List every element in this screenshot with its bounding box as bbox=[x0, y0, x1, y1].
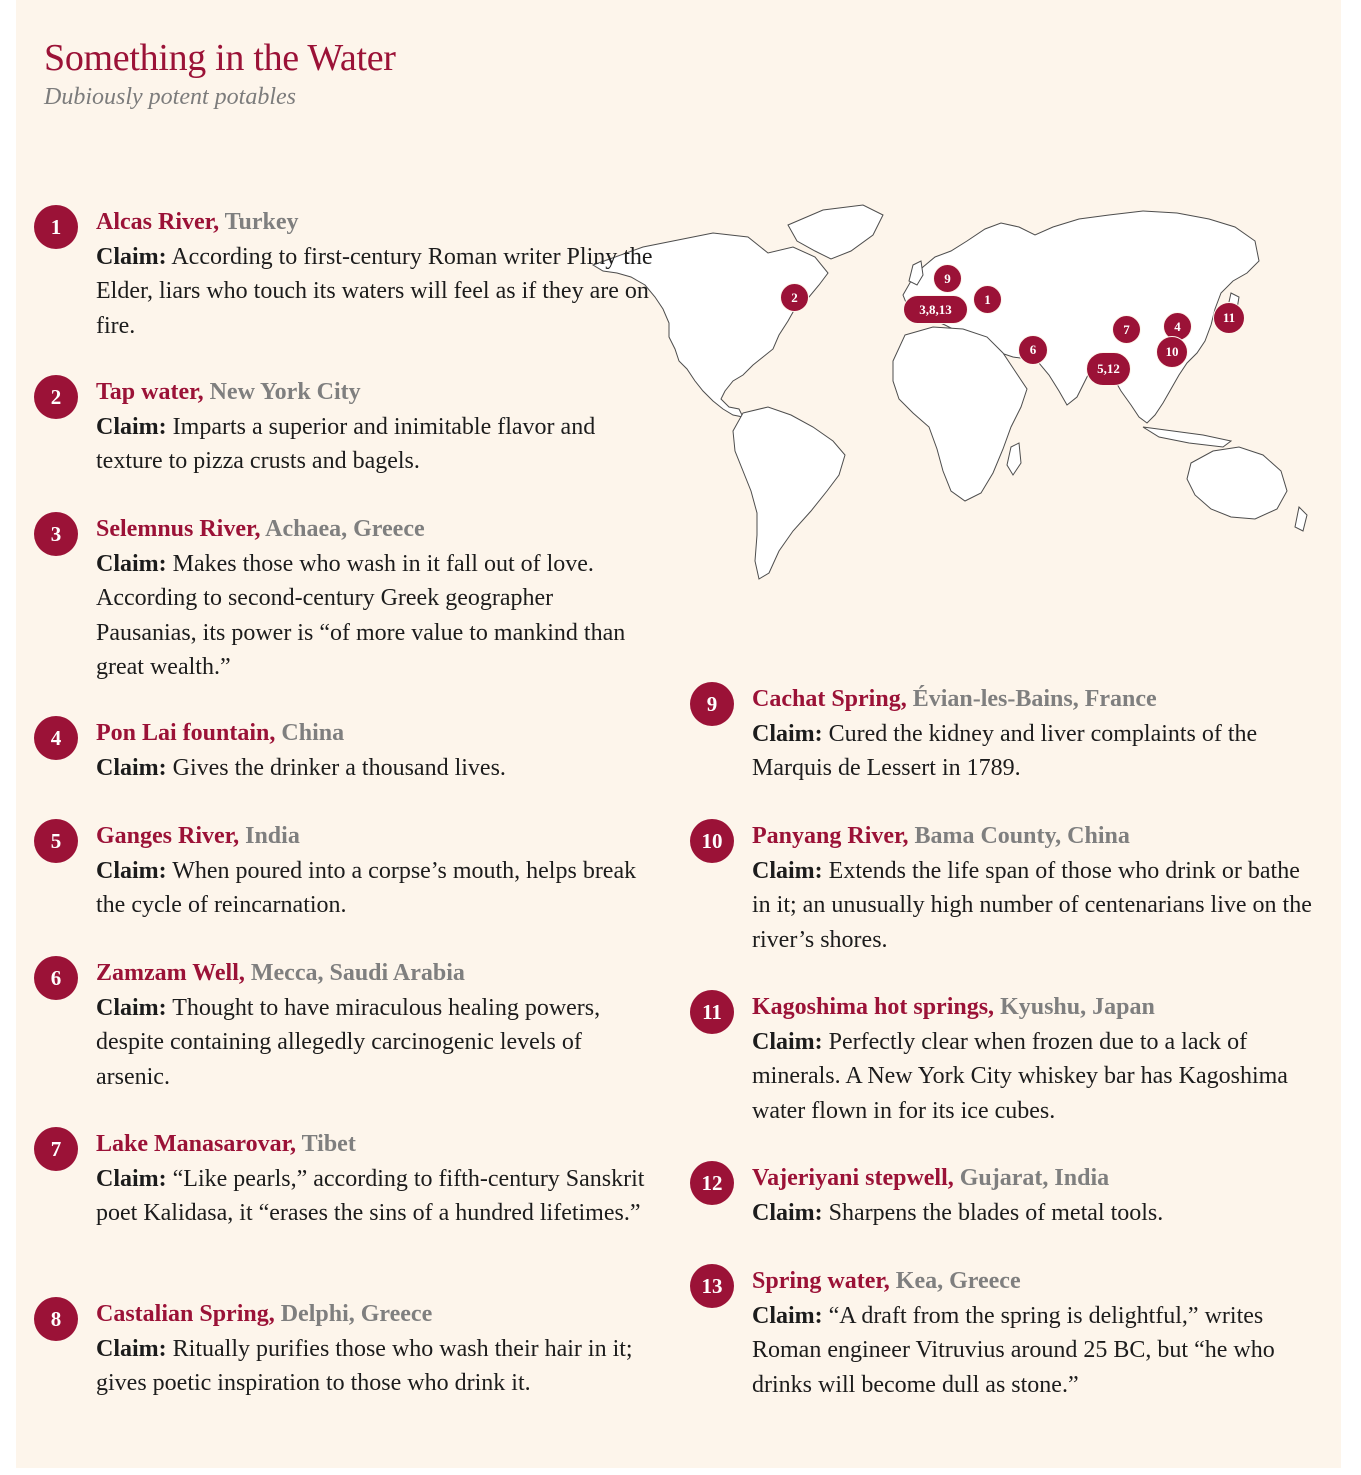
entry-location: Achaea, Greece bbox=[265, 516, 425, 542]
claim-text: Extends the life span of those who drink or bathe in it; an unusually high number of centenarians live on the river’s shores. bbox=[752, 857, 1312, 953]
entry-place: Ganges River, bbox=[96, 823, 240, 849]
claim-label: Claim: bbox=[96, 857, 167, 884]
entry-location: China bbox=[281, 720, 345, 746]
entry-number-badge: 9 bbox=[690, 682, 734, 726]
page-subtitle: Dubiously potent potables bbox=[44, 84, 296, 110]
entry-number-badge: 3 bbox=[34, 512, 78, 556]
claim-text: According to first-century Roman writer Pliny the Elder, liars who touch its waters will feel as if they are on fire. bbox=[96, 243, 653, 339]
entry-location: Delphi, Greece bbox=[280, 1301, 433, 1327]
claim-text: When poured into a corpse’s mouth, helps break the cycle of reincarnation. bbox=[96, 857, 637, 918]
entry-place: Pon Lai fountain, bbox=[96, 720, 276, 746]
claim-label: Claim: bbox=[96, 413, 167, 440]
claim-text: Thought to have miraculous healing powers, despite containing allegedly carcinogenic levels of arsenic. bbox=[96, 994, 601, 1090]
entry-location: Tibet bbox=[301, 1131, 356, 1157]
entry-number-badge: 12 bbox=[690, 1161, 734, 1205]
entry-location: New York City bbox=[209, 379, 361, 405]
claim-text: “Like pearls,” according to fifth-century Sanskrit poet Kalidasa, it “erases the sins of a hundred lifetimes.” bbox=[96, 1165, 645, 1226]
map-marker-9: 9 bbox=[933, 264, 962, 293]
entry-number-badge: 11 bbox=[690, 990, 734, 1034]
entry-location: Évian-les-Bains, France bbox=[912, 686, 1157, 712]
madagascar-landmass bbox=[1007, 443, 1021, 475]
entry-place: Spring water, bbox=[752, 1268, 890, 1294]
claim-text: Gives the drinker a thousand lives. bbox=[172, 754, 506, 781]
claim-label: Claim: bbox=[752, 857, 823, 884]
entry-place: Vajeriyani stepwell, bbox=[752, 1165, 954, 1191]
entry-place: Kagoshima hot springs, bbox=[752, 994, 995, 1020]
claim-text: Perfectly clear when frozen due to a lack of minerals. A New York City whiskey bar has Kagoshima water flown in for its ice cubes. bbox=[752, 1028, 1288, 1124]
claim-label: Claim: bbox=[96, 754, 167, 781]
claim-text: Imparts a superior and inimitable flavor and texture to pizza crusts and bagels. bbox=[96, 413, 596, 474]
map-marker-11: 11 bbox=[1213, 302, 1245, 334]
map-marker-2: 2 bbox=[780, 283, 809, 312]
world-map bbox=[583, 185, 1315, 585]
claim-label: Claim: bbox=[752, 1302, 823, 1329]
entry-location: India bbox=[245, 823, 300, 849]
claim-text: Sharpens the blades of metal tools. bbox=[828, 1199, 1164, 1226]
australia-landmass bbox=[1187, 447, 1287, 519]
entry-number-badge: 13 bbox=[690, 1264, 734, 1308]
entry-place: Alcas River, bbox=[96, 209, 220, 235]
entry-location: Bama County, China bbox=[914, 823, 1130, 849]
entry-number-badge: 6 bbox=[34, 956, 78, 1000]
entry-place: Tap water, bbox=[96, 379, 204, 405]
entry-place: Castalian Spring, bbox=[96, 1301, 275, 1327]
claim-label: Claim: bbox=[752, 1199, 823, 1226]
claim-label: Claim: bbox=[752, 720, 823, 747]
entry-place: Selemnus River, bbox=[96, 516, 261, 542]
entry-number-badge: 1 bbox=[34, 205, 78, 249]
claim-label: Claim: bbox=[96, 1165, 167, 1192]
entry-number-badge: 2 bbox=[34, 375, 78, 419]
entry-location: Gujarat, India bbox=[959, 1165, 1110, 1191]
new-zealand-landmass bbox=[1295, 507, 1307, 531]
map-marker-4: 4 bbox=[1163, 312, 1192, 341]
map-marker-7: 7 bbox=[1112, 315, 1141, 344]
entry-number-badge: 7 bbox=[34, 1127, 78, 1171]
map-marker-3-8-13: 3,8,13 bbox=[903, 295, 968, 324]
map-marker-6: 6 bbox=[1018, 335, 1048, 365]
entry-location: Kyushu, Japan bbox=[1000, 994, 1155, 1020]
entry-number-badge: 5 bbox=[34, 819, 78, 863]
claim-label: Claim: bbox=[96, 994, 167, 1021]
map-marker-1: 1 bbox=[973, 285, 1002, 314]
map-marker-5-12: 5,12 bbox=[1086, 352, 1131, 386]
map-marker-10: 10 bbox=[1156, 336, 1188, 368]
page-title: Something in the Water bbox=[44, 37, 396, 79]
claim-text: Ritually purifies those who wash their hair in it; gives poetic inspiration to those who drink it. bbox=[96, 1335, 633, 1396]
entry-number-badge: 10 bbox=[690, 819, 734, 863]
entry-number-badge: 8 bbox=[34, 1297, 78, 1341]
claim-label: Claim: bbox=[96, 550, 167, 577]
entry-location: Turkey bbox=[224, 209, 299, 235]
claim-text: Cured the kidney and liver complaints of the Marquis de Lessert in 1789. bbox=[752, 720, 1258, 781]
indonesia-landmass bbox=[1143, 427, 1231, 447]
entry-place: Panyang River, bbox=[752, 823, 909, 849]
claim-label: Claim: bbox=[752, 1028, 823, 1055]
claim-label: Claim: bbox=[96, 243, 167, 270]
entry-place: Cachat Spring, bbox=[752, 686, 907, 712]
south-america-landmass bbox=[733, 407, 845, 579]
entry-number-badge: 4 bbox=[34, 716, 78, 760]
entry-place: Lake Manasarovar, bbox=[96, 1131, 297, 1157]
entry-place: Zamzam Well, bbox=[96, 960, 245, 986]
claim-text: Makes those who wash in it fall out of love. According to second-century Greek geographer Pausanias, its power is “of more value to mankind than great wealth.” bbox=[96, 550, 626, 680]
claim-text: “A draft from the spring is delightful,” writes Roman engineer Vitruvius around 25 BC, but “he who drinks will become dull as stone.” bbox=[752, 1302, 1275, 1398]
entry-location: Kea, Greece bbox=[895, 1268, 1021, 1294]
claim-label: Claim: bbox=[96, 1335, 167, 1362]
entry-location: Mecca, Saudi Arabia bbox=[250, 960, 465, 986]
